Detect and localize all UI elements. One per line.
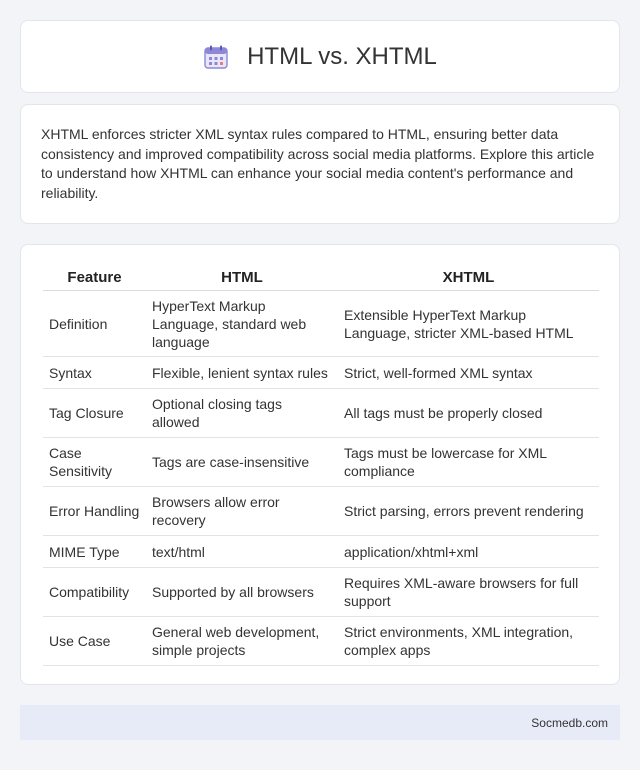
cell-xhtml: Strict parsing, errors prevent rendering [338,487,599,536]
cell-html: HyperText Markup Language, standard web language [146,291,338,357]
table-row [43,291,599,357]
cell-html: Browsers allow error recovery [146,487,338,536]
cell-html: Tags are case-insensitive [146,438,338,487]
comparison-table [43,267,599,666]
cell-html: Flexible, lenient syntax rules [146,357,338,389]
table-header-row [43,267,599,291]
cell-xhtml: Tags must be lowercase for XML compliance [338,438,599,487]
cell-html: Supported by all browsers [146,568,338,617]
cell-feature: Error Handling [43,487,146,536]
title-card [20,20,620,93]
table-row [43,617,599,666]
cell-feature: Case Sensitivity [43,438,146,487]
cell-xhtml: Extensible HyperText Markup Language, stricter XML-based HTML [338,291,599,357]
table-row [43,568,599,617]
cell-xhtml: application/xhtml+xml [338,536,599,568]
intro-text: XHTML enforces stricter XML syntax rules compared to HTML, ensuring better data consistency and improved compatibility across social media platforms. Explore this article to understand how XHTML can enhance your social media content's performance and reliability. [41,126,595,201]
cell-feature: Tag Closure [43,389,146,438]
cell-xhtml: Strict, well-formed XML syntax [338,357,599,389]
cell-html: text/html [146,536,338,568]
cell-feature: MIME Type [43,536,146,568]
page-title: HTML vs. XHTML [247,42,437,70]
intro-card [20,104,620,224]
cell-xhtml: Requires XML-aware browsers for full support [338,568,599,617]
table-row [43,389,599,438]
comparison-table-card [20,244,620,685]
cell-feature: Definition [43,291,146,357]
footer-site-link[interactable]: Socmedb.com [531,715,608,730]
cell-xhtml: All tags must be properly closed [338,389,599,438]
table-row [43,487,599,536]
calendar-icon [203,44,229,70]
table-row [43,536,599,568]
cell-feature: Syntax [43,357,146,389]
cell-feature: Compatibility [43,568,146,617]
table-row [43,357,599,389]
footer [20,705,620,740]
table-row [43,438,599,487]
cell-html: Optional closing tags allowed [146,389,338,438]
column-header-html: HTML [146,267,338,291]
cell-html: General web development, simple projects [146,617,338,666]
cell-feature: Use Case [43,617,146,666]
column-header-feature: Feature [43,267,146,291]
column-header-xhtml: XHTML [338,267,599,291]
cell-xhtml: Strict environments, XML integration, complex apps [338,617,599,666]
